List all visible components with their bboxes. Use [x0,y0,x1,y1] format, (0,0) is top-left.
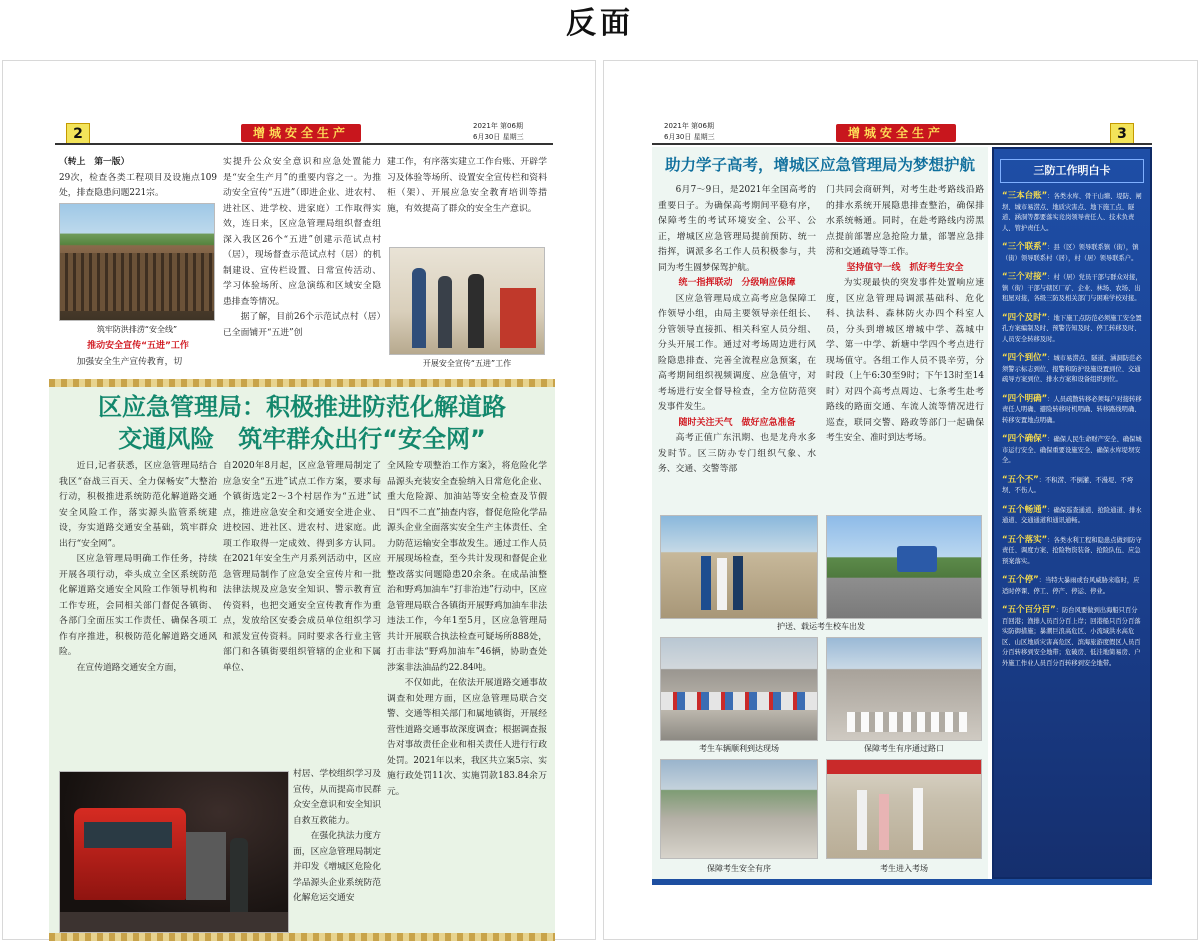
col2-top-text [223,155,381,373]
feature-col3-p1: 全风险专项整治工作方案》，将危险化学品源头充装安全查验纳入日常危化企业、重大危险源、加油站等安全检查及节假日“四不二直”抽查内容，督促危险化学品源头企业全面落实安全生产主体责任、全力防范运输安全事故发生。通过工作人员开展现场检查，至今共计发现和督促企业整改落实问题隐患20余条。在成品油整治和野鸡加油车“打非治违”行动中，区应急管理局联合各镇街开展野鸡加油车非法违法工作，今年1至5月，区应急管理局共计开展联合执法检查可疑场所888处，打击非法“野鸡加油车”46辆，协助查处涉案非法油品约22.84吨。 [387,461,547,673]
photo-caption-2: 考生车辆顺利到达现场 [699,744,779,753]
photo-enter-exam [826,759,982,859]
article-headline: 助力学子高考，增城区应急管理局为梦想护航 [664,156,975,174]
card-item [1002,434,1142,467]
feature-col1 [59,459,217,769]
feature-col1-p1: 近日,记者获悉，区应急管理局结合我区“奋战三百天、全力保畅安”大整治行动，积极推进系统防范化解道路交通安全风险工作，落实源头监管系统建设，夯实道路交通安全基础，筑牢群众出行“安全网”。 [59,461,217,549]
card-item-term: “三个对接” [1002,272,1048,282]
bottom-decorative-band [49,933,555,941]
feature-col2-p2: 村居、学校组织学习及宣传，从而提高市民群众安全意识和安全知识自救互救能力。 [293,769,381,826]
card-item-text: ：确保巡查通道、抢险通道、排水通道、交通通道和通讯通畅。 [1002,506,1142,524]
feature-col3 [387,459,547,935]
card-item-term: “五个停” [1002,575,1039,585]
photo-caption-3: 保障考生有序通过路口 [864,744,944,753]
card-item-text: ：当特大暴雨或台风威胁来临时，应适时停课、停工、停产、停运、停业。 [1002,577,1140,595]
subhead-duty: 坚持值守一线 抓好考生安全 [846,262,964,273]
card-item-text: ：不积涝、不倒灌、不漫堤、不垮坝、不伤人。 [1002,476,1134,494]
left-page [2,60,596,940]
continued-label: （转上 第一版） [59,157,130,167]
photo-caption-1: 护送、载运考生校车出发 [777,622,865,631]
issue-number: 2021年 第06期 [664,122,714,130]
photo2-caption: 开展安全宣传“五进”工作 [422,359,512,368]
top-decorative-band [49,379,555,387]
photo-crosswalk [826,637,982,741]
photo1-caption: 筑牢防洪排涝“安全线” [96,325,178,334]
masthead: 增城安全生产 [241,124,361,142]
article-col1-p3: 高考正值广东汛期、也是龙舟水多发时节。区三防办专门组织气象、水务、交通、交警等部 [658,433,816,474]
card-item [1002,394,1142,427]
article-continued [59,155,217,201]
issue-date: 6月30日 星期三 [664,133,715,141]
card-item [1002,605,1142,669]
feature-col1-p3: 在宣传道路交通安全方面， [76,662,183,673]
photo-vehicles-arrive [660,637,818,741]
photo-caption-5: 考生进入考场 [880,864,928,873]
article-col2-p2: 为实现最快的突发事件处置响应速度，区应急管理局调派基础科、危化科、执法科、森林防火办四个科室人员，分头到增城区增城中学、荔城中学、第一中学、新塘中学四个考点进行现场值守。各组工作人员不畏辛劳，分时段（上午6:30至9时；下午13时至14时）对四个高考点周边、七条考生赴考路线的路面交通、车流人流等情况进行巡查，联同交警、路政等部门一起确保考生安全、准时到达考场。 [826,278,984,443]
header-rule [652,143,1152,145]
subsection-five-in [59,339,217,373]
col1-text: 29次，检查各类工程项目及设施点109处，排查隐患问题221宗。 [59,172,217,198]
subhead-command: 统一指挥联动 分级响应保障 [678,278,796,288]
col1-text2: 加强安全生产宣传教育，切 [76,356,183,367]
page-number: 3 [1110,123,1134,145]
card-item-text: ：县（区）领导联系镇（街），镇（街）领导联系村（居），村（居）领导联系户。 [1002,244,1139,262]
photo-hazmat-truck-inspection [59,771,289,933]
photo-caption-4: 保障考生安全有序 [707,864,771,873]
feature-col1-p2: 区应急管理局明确工作任务，持续开展各项行动，牵头成立全区系统防范化解道路交通安全风险工作领导机构和工作专班，会同相关部门督促各镇街、各部门全面压实工作责任、确保各项工作有序推进，积极防范化解道路交通风险。 [59,554,217,657]
header-rule [55,143,553,145]
photo-order-safety [660,759,818,859]
card-item-text: ：确保人民生命财产安全、确保城市运行安全、确保重要设施安全、确保水库堤坝安全。 [1002,436,1142,464]
col3-text: 建工作，有序落实建立工作台账、开辟学习及体验等场所、设置安全宣传栏和资料柜（架）、开展应急安全教育培训等措施，有效提高了群众的安全生产意识。 [387,157,547,214]
feature-col2-p3: 在强化执法力度方面，区应急管理局制定并印发《增城区危险化学品源头企业系统防范化解危运交通安 [293,831,381,903]
photo-five-in-inspection [389,247,545,355]
article-col1 [658,183,816,513]
right-page [603,60,1198,940]
feature-col2-continued [293,767,381,935]
card-item-text: ：村（居）党员干部与群众对接，镇（街）干部与辖区厂矿、企业、林场、农场、出租屋对接，各级三防及相关部门与困难学校对接。 [1002,274,1142,302]
card-item [1002,505,1142,527]
photo-school-gate [660,515,818,619]
issue-date: 6月30日 星期三 [473,133,524,141]
article-col2 [826,183,984,513]
card-item-text: ：城市易涝点、隧道、涵洞防范必须警示标志到位、报警和防护设施设置到位、交通疏导方案到位、排水方案和设备组织到位。 [1002,355,1142,383]
feature-headline-line2: 交通风险 筑牢群众出行“安全网” [118,425,486,453]
issue-number: 2021年 第06期 [473,122,523,130]
col2-text: 实提升公众安全意识和应急处置能力是“安全生产月”的重要内容之一。为推动安全宣传“五进”（即进企业、进农村、进社区、进学校、进家庭）工作取得实效，连日来，区应急管理局组织督查组深入我区26个“五进”创建示范试点村（居），现场督查示范试点村（居）的机制建设、宣传栏设置、日常宣传活动、学习体验场所、应急演练和区域安全隐患排查等情况。 [223,157,381,307]
card-item-term: “四个及时” [1002,312,1048,323]
masthead: 增城安全生产 [836,124,956,142]
article-col1-p2: 区应急管理局成立高考应急保障工作领导小组，由局主要领导亲任组长、分管领导直接抓、相关科室人员分组、分头开展工作。通过对考场周边进行风险隐患排查、完善全流程应急预案，在高考期间组织视频调度、应急值守，对考场进行安全督导检查，全方位防范突发事件发生。 [658,293,816,412]
feature-col3-p2: 不仅如此，在依法开展道路交通事故调查和处理方面，区应急管理局联合交警、交通等相关部门和属地镇街，开展经营性道路交通事故深度调查；根据调查报告对事故责任企业和相关责任人进行行政处罚。2021年以来，我区共立案5宗、实施行政处罚11次、实施罚款183.84余万元。 [387,678,547,797]
page-title: 反面 [566,6,634,41]
card-item [1002,475,1142,497]
article-col1-p1: 6月7～9日，是2021年全国高考的重要日子。为确保高考期间平稳有序，保障考生的考试环境安全、公平、公正，增城区应急管理局提前预防、统一指挥，调派多名工作人员积极参与，共同为考生圆梦保驾护航。 [658,185,816,273]
info-card [992,147,1152,879]
card-item-term: “四个确保” [1002,434,1048,444]
feature-col2 [223,459,381,765]
article-col2-p1: 门共同会商研判，对考生赴考路线沿路的排水系统开展隐患排查整治，确保排水系统畅通。同时，在赴考路线内涝黑点提前部署应急抢险力量，部署应急排涝和交通疏导等工作。 [826,185,984,257]
card-item-text: ：地下施工点防范必须施工安全置孔方案编制及时、预警告知及时、停工转移及时、人员安全转移及时。 [1002,314,1142,343]
card-items [994,191,1150,669]
card-item-term: “五个畅通” [1002,504,1048,515]
card-item-term: “四个到位” [1002,353,1048,363]
card-item [1002,313,1142,346]
card-item-term: “三个联系” [1002,242,1048,252]
col3-top-text [387,155,547,245]
card-item-text: ：各类水库、骨干山塘、堤防、闸坝、城市易涝点、地质灾害点、地下施工点、隧道、涵洞等都要落实竞岗领导责任人、技术负责人、管护责任人。 [1002,193,1142,232]
card-item-text: ：防台风要做到出海船只百分百回港；渔排人员百分百上岸；回港船只百分百落实防御措施；暴潮巨浪高危区、小流域洪水高危区、山区地质灾害高危区、滨海旅游度假区人员百分百转移到安全地带；危破房、低洼地简易房、户外施工作业人员百分百转移到安全地带。 [1002,607,1141,667]
card-item-term: “五个落实” [1002,534,1048,545]
card-item [1002,191,1142,234]
card-item [1002,575,1142,597]
card-item [1002,535,1142,568]
page-number: 2 [66,123,90,145]
feature-headline-line1: 区应急管理局：积极推进防范化解道路 [98,393,506,421]
card-item [1002,242,1142,264]
card-item [1002,353,1142,386]
card-item-term: “五个百分百” [1002,605,1056,615]
feature-col2-p1: 自2020年8月起，区应急管理局制定了应急安全“五进”试点工作方案，要求每个镇街选定2～3个村居作为“五进”试点，推进应急安全和交通安全进企业、进校园、进社区、进农村、进家庭。此项工作取得一定成效、得到多方认同。在2021年安全生产月系列活动中，区应急管理局制作了应急安全宣传片和一批法律法规及应急安全知识、警示教育宣传资料，也把交通安全宣传教育作为重点，发放给区安委会成员单位组织学习和派发宣传资料。同时要求各行业主管部门和各镇街要组织管辖的企业和下属单位、 [223,461,381,673]
card-item-term: “五个不” [1002,474,1039,485]
photo-school-bus [826,515,982,619]
card-item [1002,272,1142,305]
bottom-rule [652,879,1152,885]
subhead-five-in: 推动安全宣传“五进”工作 [87,341,189,351]
card-item-term: “四个明确” [1002,393,1048,404]
photo-flood-control [59,203,215,321]
card-item-text: ：各类水利工程和隐患点做到防守责任、调度方案、抢险物资装备、抢险队伍、应急预案落实。 [1002,536,1142,565]
subhead-weather: 随时关注天气 做好应急准备 [678,417,796,428]
card-title: 三防工作明白卡 [1000,159,1144,183]
col2-text2: 据了解，目前26个示范试点村（居）已全面铺开“五进”创 [223,312,381,338]
card-item-term: “三本台账” [1002,191,1048,201]
card-item-text: ：人员疏散转移必须每户对接转移责任人明确、避险转移时机明确、转移路线明确、转移安置地点明确。 [1002,395,1142,424]
